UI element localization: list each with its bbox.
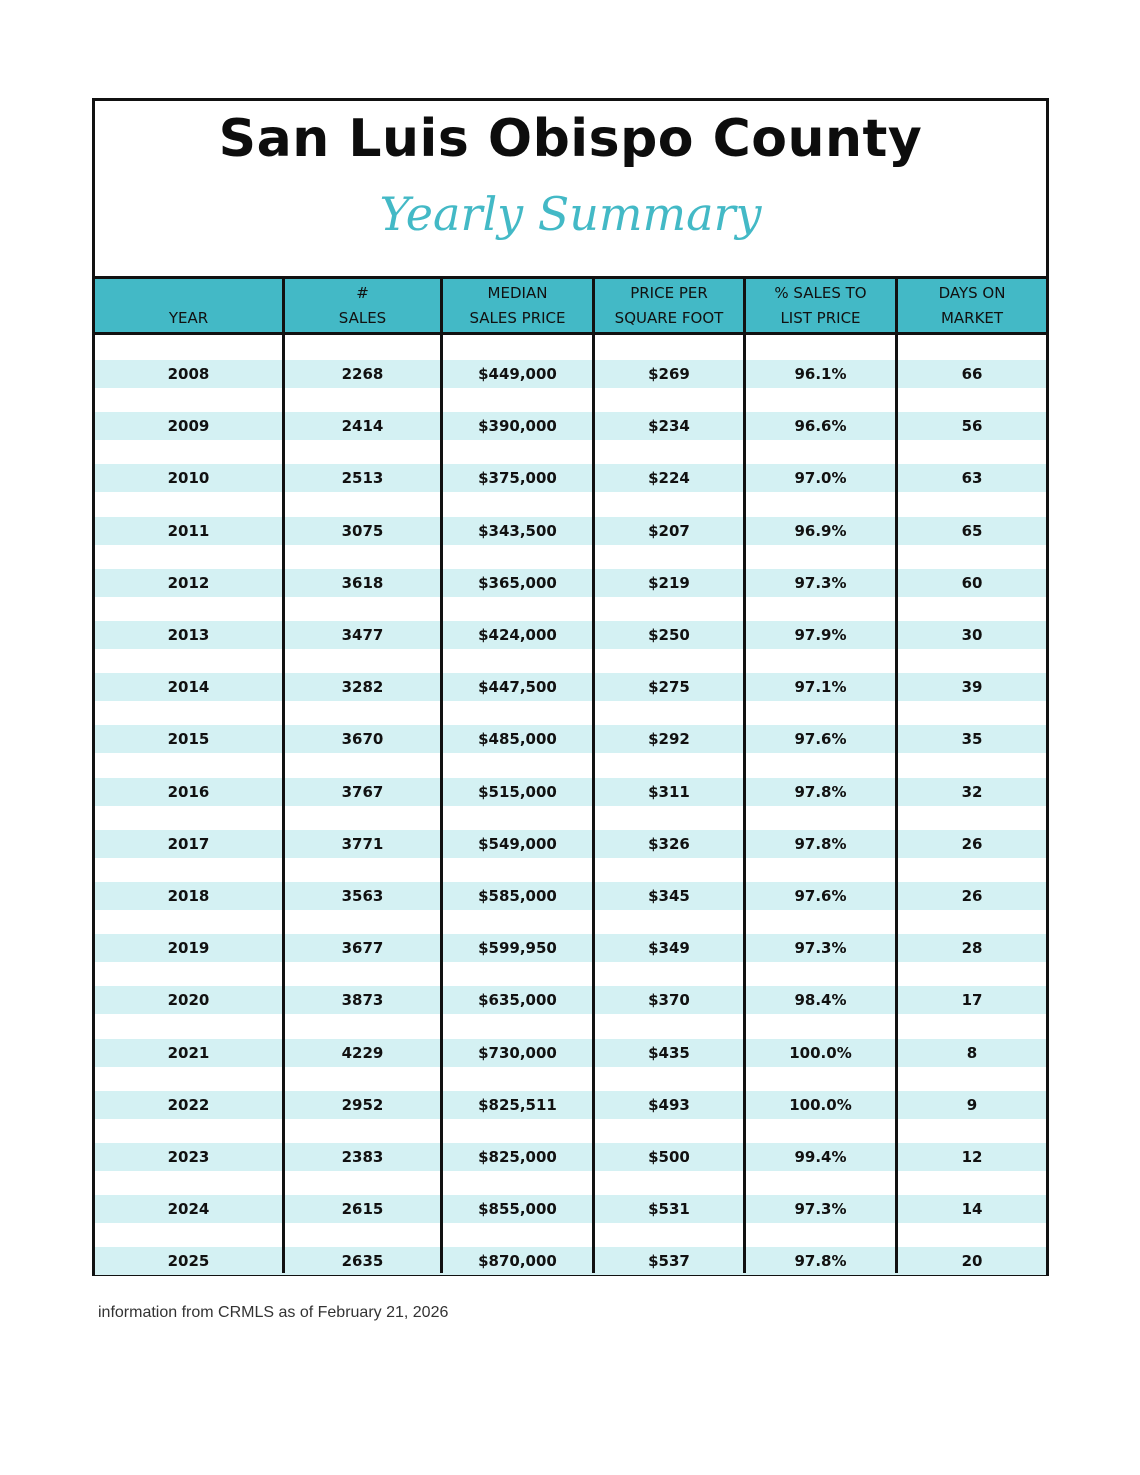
- column-header-median-sales-price: [443, 279, 592, 332]
- cell-year: 2021: [167, 1043, 210, 1062]
- cell-year: 2013: [167, 626, 210, 644]
- column-header-line1: #: [356, 283, 369, 302]
- cell-year: 2016: [167, 782, 210, 801]
- cell-sales: 2952: [341, 1095, 384, 1114]
- cell-days-on-market: 17: [961, 991, 983, 1010]
- yearly-summary-table: [95, 279, 1046, 1273]
- cell-sales-to-list-price: 96.6%: [794, 417, 847, 436]
- cell-sales: 3767: [341, 782, 384, 801]
- cell-median-sales-price: $515,000: [478, 782, 557, 801]
- cell-median-sales-price: $424,000: [478, 626, 557, 644]
- cell-sales-to-list-price: 97.8%: [794, 782, 847, 801]
- cell-year: 2009: [167, 417, 210, 436]
- cell-days-on-market: 35: [961, 730, 983, 749]
- cell-sales-to-list-price: 97.3%: [794, 573, 847, 592]
- cell-price-per-square-foot: $269: [648, 365, 690, 383]
- cell-median-sales-price: $375,000: [478, 469, 557, 488]
- cell-median-sales-price: $635,000: [478, 991, 557, 1010]
- column-divider: [743, 279, 746, 1273]
- cell-median-sales-price: $585,000: [478, 887, 557, 905]
- cell-median-sales-price: $825,000: [478, 1148, 557, 1166]
- column-header-days-on-market: [898, 279, 1046, 332]
- cell-sales: 3677: [341, 939, 384, 958]
- column-header-line2: SALES PRICE: [469, 308, 566, 327]
- cell-days-on-market: 63: [961, 469, 983, 488]
- cell-median-sales-price: $449,000: [478, 365, 557, 383]
- cell-year: 2018: [167, 887, 210, 905]
- cell-days-on-market: 60: [961, 573, 983, 592]
- cell-sales-to-list-price: 96.1%: [794, 365, 847, 383]
- cell-price-per-square-foot: $345: [648, 887, 690, 905]
- cell-median-sales-price: $365,000: [478, 573, 557, 592]
- cell-days-on-market: 32: [961, 782, 983, 801]
- cell-sales: 2615: [341, 1200, 384, 1219]
- cell-days-on-market: 20: [961, 1252, 983, 1271]
- cell-price-per-square-foot: $275: [648, 678, 690, 697]
- cell-year: 2023: [167, 1148, 210, 1166]
- cell-year: 2010: [167, 469, 210, 488]
- cell-year: 2011: [167, 521, 210, 540]
- cell-price-per-square-foot: $500: [648, 1148, 690, 1166]
- cell-sales: 3563: [341, 887, 384, 905]
- cell-sales-to-list-price: 98.4%: [794, 991, 847, 1010]
- cell-sales: 3771: [341, 834, 384, 853]
- cell-price-per-square-foot: $224: [648, 469, 690, 488]
- cell-sales-to-list-price: 97.6%: [794, 730, 847, 749]
- cell-sales: 3670: [341, 730, 384, 749]
- cell-price-per-square-foot: $537: [648, 1252, 690, 1271]
- summary-frame: [92, 98, 1049, 1276]
- cell-year: 2015: [167, 730, 210, 749]
- cell-sales: 2383: [341, 1148, 384, 1166]
- column-header-line1: DAYS ON: [938, 283, 1006, 302]
- cell-sales-to-list-price: 96.9%: [794, 521, 847, 540]
- column-header-year: [95, 279, 282, 332]
- source-footnote: information from CRMLS as of February 21, 2026: [98, 1304, 449, 1321]
- table-header-row: [95, 279, 1046, 335]
- cell-sales-to-list-price: 97.0%: [794, 469, 847, 488]
- cell-days-on-market: 9: [966, 1095, 978, 1114]
- column-header-line2: MARKET: [940, 308, 1004, 327]
- cell-median-sales-price: $447,500: [478, 678, 557, 697]
- column-header-line2: YEAR: [168, 308, 209, 327]
- cell-price-per-square-foot: $292: [648, 730, 690, 749]
- cell-days-on-market: 28: [961, 939, 983, 958]
- cell-sales-to-list-price: 97.3%: [794, 1200, 847, 1219]
- cell-sales-to-list-price: 97.3%: [794, 939, 847, 958]
- cell-price-per-square-foot: $531: [648, 1200, 690, 1219]
- cell-sales: 2268: [341, 365, 384, 383]
- cell-year: 2014: [167, 678, 210, 697]
- cell-sales: 3618: [341, 573, 384, 592]
- cell-median-sales-price: $855,000: [478, 1200, 557, 1219]
- cell-sales: 2414: [341, 417, 384, 436]
- cell-sales: 3477: [341, 626, 384, 644]
- column-header-sales-to-list-price: [746, 279, 895, 332]
- column-header-line2: SALES: [338, 308, 387, 327]
- cell-year: 2017: [167, 834, 210, 853]
- cell-median-sales-price: $390,000: [478, 417, 557, 436]
- column-divider: [440, 279, 443, 1273]
- cell-sales: 3075: [341, 521, 384, 540]
- cell-price-per-square-foot: $207: [648, 521, 690, 540]
- cell-sales: 4229: [341, 1043, 384, 1062]
- cell-year: 2024: [167, 1200, 210, 1219]
- cell-price-per-square-foot: $435: [648, 1043, 690, 1062]
- column-divider: [592, 279, 595, 1273]
- column-divider: [895, 279, 898, 1273]
- cell-price-per-square-foot: $234: [648, 417, 690, 436]
- cell-days-on-market: 8: [966, 1043, 978, 1062]
- cell-sales-to-list-price: 97.1%: [794, 678, 847, 697]
- cell-sales-to-list-price: 97.9%: [794, 626, 847, 644]
- column-header-line1: MEDIAN: [487, 283, 548, 302]
- cell-sales-to-list-price: 100.0%: [789, 1043, 852, 1062]
- column-header-line2: LIST PRICE: [780, 308, 861, 327]
- cell-year: 2025: [167, 1252, 210, 1271]
- cell-median-sales-price: $599,950: [478, 939, 557, 958]
- cell-median-sales-price: $730,000: [478, 1043, 557, 1062]
- cell-sales: 2635: [341, 1252, 384, 1271]
- column-header-line1: [186, 281, 191, 306]
- cell-median-sales-price: $343,500: [478, 521, 557, 540]
- column-header-line1: PRICE PER: [630, 283, 708, 302]
- cell-price-per-square-foot: $311: [648, 782, 690, 801]
- cell-sales: 3873: [341, 991, 384, 1010]
- cell-price-per-square-foot: $219: [648, 573, 690, 592]
- cell-days-on-market: 56: [961, 417, 983, 436]
- cell-sales-to-list-price: 99.4%: [794, 1148, 847, 1166]
- column-header-price-per-square-foot: [595, 279, 743, 332]
- column-header-line2: SQUARE FOOT: [614, 308, 724, 327]
- cell-days-on-market: 66: [961, 365, 983, 383]
- cell-year: 2012: [167, 573, 210, 592]
- cell-price-per-square-foot: $370: [648, 991, 690, 1010]
- cell-days-on-market: 30: [961, 626, 983, 644]
- column-header-line1: % SALES TO: [774, 283, 867, 302]
- cell-sales-to-list-price: 100.0%: [789, 1095, 852, 1114]
- cell-sales: 2513: [341, 469, 384, 488]
- page-title: San Luis Obispo County: [218, 109, 923, 169]
- cell-median-sales-price: $870,000: [478, 1252, 557, 1271]
- cell-price-per-square-foot: $349: [648, 939, 690, 958]
- cell-sales-to-list-price: 97.8%: [794, 1252, 847, 1271]
- title-block: [95, 101, 1046, 279]
- cell-days-on-market: 12: [961, 1148, 983, 1166]
- column-header-sales: [285, 279, 440, 332]
- cell-sales-to-list-price: 97.6%: [794, 887, 847, 905]
- column-divider: [282, 279, 285, 1273]
- cell-sales-to-list-price: 97.8%: [794, 834, 847, 853]
- page-subtitle: Yearly Summary: [379, 187, 762, 241]
- cell-days-on-market: 26: [961, 887, 983, 905]
- cell-days-on-market: 14: [961, 1200, 983, 1219]
- cell-days-on-market: 26: [961, 834, 983, 853]
- cell-median-sales-price: $549,000: [478, 834, 557, 853]
- cell-year: 2020: [167, 991, 210, 1010]
- cell-days-on-market: 65: [961, 521, 983, 540]
- cell-price-per-square-foot: $326: [648, 834, 690, 853]
- cell-year: 2022: [167, 1095, 210, 1114]
- cell-price-per-square-foot: $493: [648, 1095, 690, 1114]
- cell-year: 2019: [167, 939, 210, 958]
- cell-median-sales-price: $825,511: [478, 1095, 557, 1114]
- cell-sales: 3282: [341, 678, 384, 697]
- cell-days-on-market: 39: [961, 678, 983, 697]
- cell-median-sales-price: $485,000: [478, 730, 557, 749]
- cell-year: 2008: [167, 365, 210, 383]
- cell-price-per-square-foot: $250: [648, 626, 690, 644]
